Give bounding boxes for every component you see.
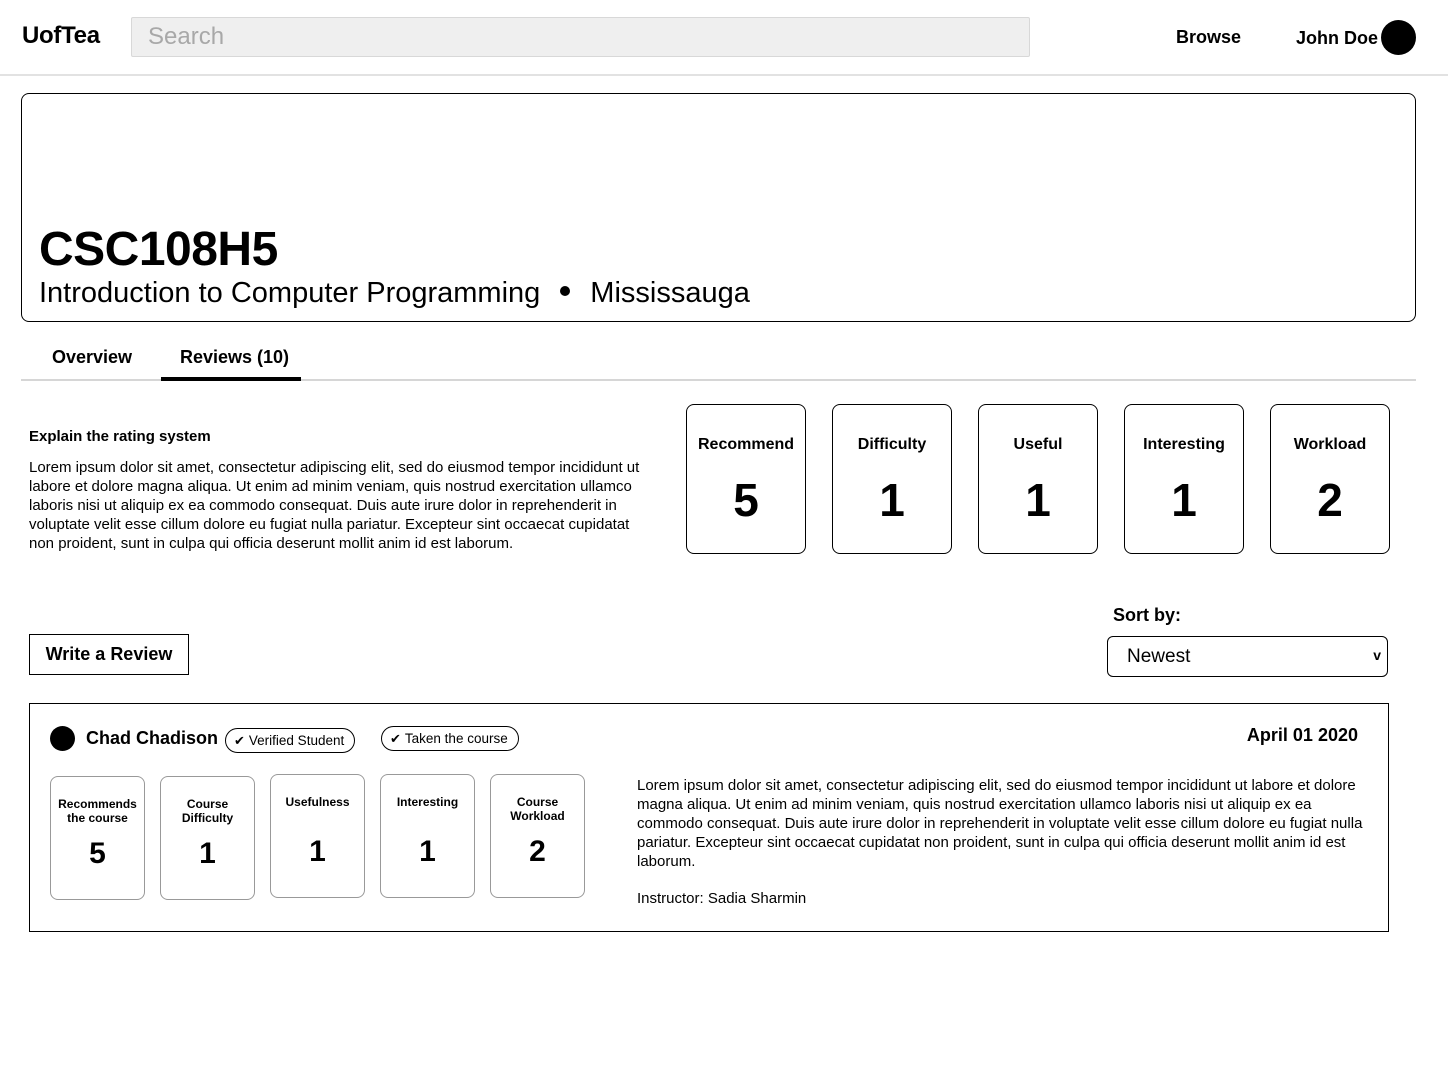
sort-selected-value: Newest	[1127, 646, 1191, 667]
rating-system-description: Lorem ipsum dolor sit amet, consectetur adipiscing elit, sed do eiusmod tempor incididunt ut labore et dolore magna aliqua. Ut enim ad minim veniam, quis nostrud exercitation ullamco laboris nisi ut aliquip ex ea commodo consequat. Duis aute irure dolor in reprehenderit in voluptate velit esse cillum dolore eu fugiat nulla pariatur. Excepteur sint occaecat cupidatat non proident, sunt in culpa qui officia deserunt mollit anim id est laborum.	[29, 459, 640, 552]
review-rating-usefulness	[270, 774, 365, 898]
rating-label: Workload	[1293, 436, 1367, 453]
rating-label: Useful	[1013, 436, 1063, 453]
course-banner	[21, 93, 1416, 322]
rating-value: 1	[419, 835, 436, 868]
rating-value: 1	[1171, 474, 1197, 526]
course-campus: Mississauga	[590, 277, 750, 309]
course-code: CSC108H5	[39, 223, 278, 276]
review-date: April 01 2020	[1246, 725, 1358, 745]
rating-value: 2	[1317, 474, 1343, 526]
rating-label: Course Difficulty	[181, 797, 234, 825]
rating-label: Recommends the course	[58, 797, 137, 825]
rating-value: 1	[1025, 474, 1051, 526]
rating-value: 5	[89, 837, 106, 870]
rating-value: 1	[309, 835, 326, 868]
tab-bar	[21, 338, 1416, 381]
browse-link[interactable]: Browse	[1176, 27, 1242, 47]
rating-label: Usefulness	[285, 795, 350, 809]
chevron-down-icon: v	[1373, 647, 1381, 663]
tab-reviews[interactable]: Reviews (10)	[180, 347, 290, 367]
summary-rating-useful	[978, 404, 1098, 554]
reviewer-avatar	[50, 726, 75, 751]
sort-label: Sort by:	[1113, 605, 1182, 625]
search-input[interactable]	[131, 17, 1030, 57]
rating-value: 1	[199, 837, 216, 870]
rating-value: 5	[733, 474, 759, 526]
badge-label: Verified Student	[248, 733, 345, 748]
summary-rating-interesting	[1124, 404, 1244, 554]
rating-label: Recommend	[697, 436, 795, 453]
rating-value: 1	[879, 474, 905, 526]
rating-label: Course Workload	[510, 795, 565, 823]
rating-label: Interesting	[1143, 436, 1225, 453]
course-subtitle	[39, 276, 750, 310]
reviewer-name: Chad Chadison	[86, 728, 219, 748]
review-instructor: Instructor: Sadia Sharmin	[637, 890, 807, 907]
review-rating-difficulty	[160, 776, 255, 900]
sort-select[interactable]	[1107, 636, 1388, 677]
summary-rating-difficulty	[832, 404, 952, 554]
tab-overview[interactable]: Overview	[52, 347, 133, 367]
user-name-link[interactable]: John Doe	[1296, 28, 1379, 48]
review-rating-interesting	[380, 774, 475, 898]
site-logo[interactable]: UofTea	[22, 22, 100, 49]
review-rating-workload	[490, 774, 585, 898]
rating-value: 2	[529, 835, 546, 868]
rating-label: Difficulty	[857, 436, 927, 453]
review-card	[29, 703, 1389, 932]
checkmark-icon: ✔	[234, 733, 245, 748]
badge-label: Taken the course	[404, 731, 508, 746]
review-rating-recommends	[50, 776, 145, 900]
user-avatar[interactable]	[1381, 20, 1416, 55]
review-text: Lorem ipsum dolor sit amet, consectetur adipiscing elit, sed do eiusmod tempor incididunt ut labore et dolore magna aliqua. Ut enim ad minim veniam, quis nostrud exercitation ullamco laboris nisi ut aliquip ex ea commodo consequat. Duis aute irure dolor in reprehenderit in voluptate velit esse cillum dolore eu fugiat nulla pariatur. Excepteur sint occaecat cupidatat non proident, sunt in culpa qui officia deserunt mollit anim id est laborum.	[637, 777, 1363, 870]
top-bar	[0, 0, 1448, 76]
verified-student-badge	[225, 728, 355, 753]
active-tab-indicator	[161, 377, 301, 381]
course-title: Introduction to Computer Programming	[39, 277, 541, 309]
checkmark-icon: ✔	[390, 731, 401, 746]
summary-rating-workload	[1270, 404, 1390, 554]
rating-label: Interesting	[396, 795, 459, 809]
taken-course-badge	[381, 726, 519, 751]
bullet-separator-icon	[560, 286, 570, 296]
rating-system-title: Explain the rating system	[29, 428, 211, 445]
summary-rating-recommend	[686, 404, 806, 554]
write-review-button[interactable]: Write a Review	[29, 634, 189, 675]
